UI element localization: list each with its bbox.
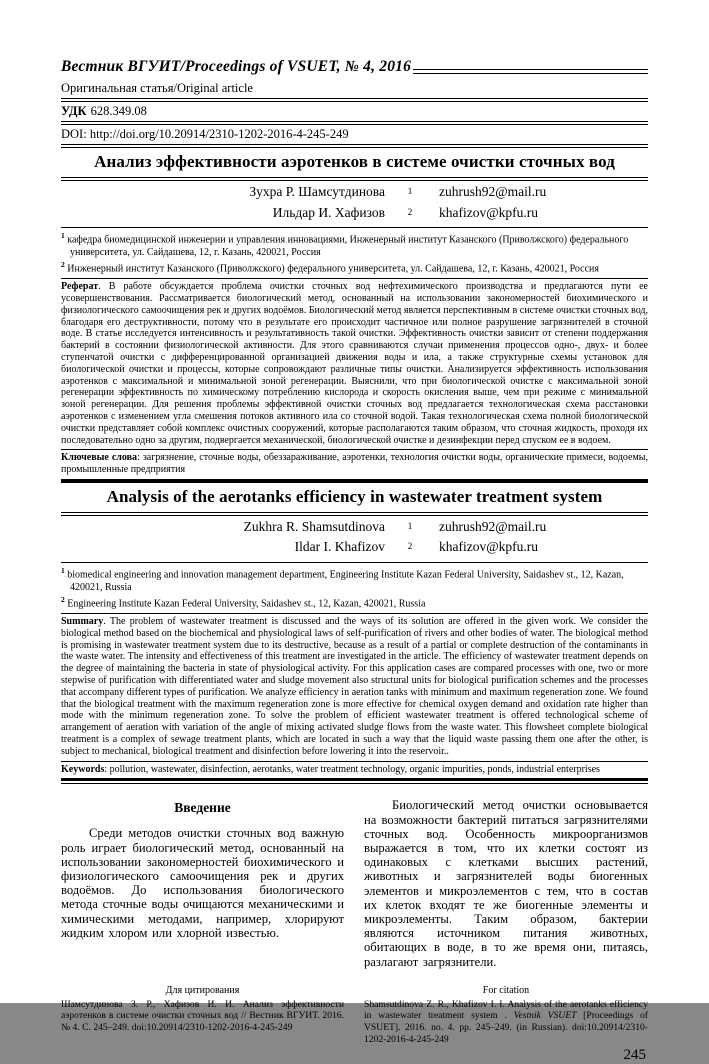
abstract-text-ru: . В работе обсуждается проблема очистки сточных вод нефтехимического производства и предлагаются пути ее усовершенствования. Рассматривается биологический метод, основанный на использовании закономерностей биохимического и физиологического самоочищения рек и других водоёмов. Биологический метод является перспективным в системе очистки сточных вод, благодаря его деструктивности, потому что в результате его происходит частичное или полное разрушение загрязнителей в сточной воде. В статье исследуется интенсивность и результативность такой очистки. Эффективность очистки зависит от степени поддержания бактерий в состоянии физиологической активности. Для этого сравниваются случаи применения процессов одно-, двух- и более ступенчатой очистки с дифференцированной организацией движения воды и ила, а также структурные схемы установок для биологической очистки и процессы, которые сопровождают различные типы очистки. Анализируется эффективность использования аэротенков с максимальной и минимальной зоной регенерации. Выяснили, что при биологической очистке с максимальной зоной регенерации эффективность по химическому потреблению кислорода и скорость окисления выше, чем при режиме с минимальной зоной регенерации. Для решения проблемы эффективной очистки сточных вод предлагается технологическая схема расстановки аэротенков с изменением угла смешения потоков активного ила со сточной водой. Такая технологическая схема полной биологической очистки представляет собой комплекс очистных сооружений, которые располагаются таким образом, что сточная жидкость, проходя их последовательно одно за другим, подвергается механической, биологической очистке и дезинфекции перед спуском ее в водоем. [61, 281, 648, 446]
summary-label-en: Summary [61, 616, 104, 628]
journal-title: Вестник ВГУИТ/Proceedings of VSUET, № 4, 2016 [61, 58, 412, 75]
page-number: 245 [623, 1047, 646, 1064]
intro-paragraph-left: Среди методов очистки сточных вод важную роль играет биологический метод, основанный на использовании закономерностей биохимического и физиологического самоочищения рек и других водоёмов. До использования биологического метода сточные воды очищаются механическими и химическими методами, например, хлорируют жидким хлором или хлорной известью. [61, 826, 344, 940]
author-marker: 2 [407, 541, 413, 552]
body-columns [61, 798, 648, 968]
author-email: khafizov@kpfu.ru [439, 539, 539, 555]
author-name: Ildar I. Khafizov [294, 539, 385, 555]
intro-paragraph-right: Биологический метод очистки основывается на возможности бактерий питаться загрязнителями сточных вод. Особенность микроорганизмов выражается в том, что их клетки состоят из одинаковых с клетками высших растений, животных и загрязнителей воды биогенных элементов и микроэлементов с тем, что в состав их клеток входят те же биогенные элементы и микроэлементы. Таким образом, бактерии являются источником питания животных, обитающих в воде, в то же время они, питаясь, разлагают загрязнители. [364, 798, 648, 969]
keywords-text-ru: : загрязнение, сточные воды, обеззараживание, аэротенки, технология очистки воды, органические примеси, водоемы, промышленные предприятия [61, 452, 649, 476]
citation-ru-label: Для цитирования [165, 984, 240, 996]
author-email: zuhrush92@mail.ru [439, 184, 547, 199]
intro-heading: Введение [174, 800, 231, 816]
keywords-en [61, 762, 648, 779]
abstract-label-ru: Реферат [61, 281, 99, 293]
affiliation-item: $^2$ Engineering Institute Kazan Federal University, Saidashev st., 12, Kazan, 420021, Russia [61, 595, 426, 610]
author-marker: 1 [407, 186, 413, 196]
summary-en [61, 614, 648, 761]
affiliations-en [61, 563, 648, 613]
keywords-ru [61, 450, 648, 479]
journal-header [61, 58, 648, 79]
keywords-label-ru: Ключевые слова [61, 452, 138, 464]
affiliation-item: $^1$ кафедра биомедицинской инженерии и управления инновациями, Инженерный институт Казанского (Приволжского) федерального университета, ул. Сайдашева, 12, г. Казань, 420021, Россия [61, 231, 629, 258]
citation-ru-text: Шамсутдинова З. Р., Хафизов И. И. Анализ эффективности аэротенков в системе очистки сточных вод // Вестник ВГУИТ. 2016. № 4. С. 245–249. doi:10.20914/2310-1202-2016-4-245-249 [61, 998, 344, 1034]
doi-line: DOI: http://doi.org/10.20914/2310-1202-2016-4-245-249 [61, 127, 349, 141]
citation-blocks [61, 985, 648, 1064]
abstract-ru [61, 279, 648, 449]
authors-ru [61, 181, 648, 227]
article-type-line: Оригинальная статья/Original article [61, 81, 253, 95]
author-row [61, 538, 648, 559]
citation-ru-block [61, 985, 344, 1064]
body-column-right [364, 798, 648, 968]
authors-en [61, 516, 648, 562]
section-divider-thick-double [61, 778, 648, 784]
affiliation-item: $^1$ biomedical engineering and innovation management department, Engineering Institute Kazan Federal University, Saidashev st., 12, Kazan, 420021, Russia [61, 565, 624, 593]
udk-value: 628.349.08 [90, 104, 147, 118]
author-row [61, 183, 648, 204]
author-marker: 2 [407, 206, 413, 217]
citation-en-block [364, 985, 648, 1064]
udk-label: УДК [61, 104, 87, 118]
journal-header-rule [413, 69, 648, 74]
body-column-left [61, 798, 344, 968]
author-name: Ильдар И. Хафизов [272, 204, 385, 220]
author-email: zuhrush92@mail.ru [439, 518, 547, 534]
affiliations-ru [61, 228, 648, 278]
author-marker: 1 [407, 520, 413, 531]
keywords-text-en: : pollution, wastewater, disinfection, aerotanks, water treatment technology, organic impurities, ponds, industrial enterprises [104, 763, 600, 775]
affiliation-item: $^2$ Инженерный институт Казанского (Приволжского) федерального университета, ул. Сайдашева, 12, г. Казань, 420021, Россия [61, 260, 599, 275]
author-row [61, 518, 648, 539]
author-name: Зухра Р. Шамсутдинова [249, 184, 385, 199]
author-email: khafizov@kpfu.ru [439, 204, 539, 220]
author-name: Zukhra R. Shamsutdinova [243, 518, 385, 534]
keywords-label-en: Keywords [61, 763, 105, 775]
author-row [61, 204, 648, 225]
article-title-en: Analysis of the aerotanks efficiency in wastewater treatment system [106, 486, 603, 506]
summary-text-en: . The problem of wastewater treatment is discussed and the ways of its solution are offered in the given work. We consider the biological method based on the biochemical and physiological laws of self-purification of rivers and other bodies of water. The biological method is promising in wastewater treatment system due to its destructive, because as a result of a partial or complete destruction of the contaminants in the waste water. The intensity and effectiveness of this treatment are investigated in the article. The efficiency of wastewater treatment depends on the degree of maintaining the bacteria in state of physiological activity. For this application cases are compared processes with one, two or more stepwise of purification with differentiated water and sludge movement also structural units for biological purification schemes and the processes that accompany different types of purification. We analyze efficiency in aeration tanks with minimum and maximum regeneration zone. We found that the biological treatment with the maximum regeneration zone is more effective for chemical oxygen demand and oxidation rate higher than mode with the minimum regeneration zone. To solve the problem of efficient wastewater treatment is offered technological scheme of arrangement of aeration with variation of the angle of mixing activated sludge flows from the waste water. This flowsheet complete biological treatment is a complex of sewage treatment plants, which are located in such a way that the liquid waste passing them one after the other, is subject to mechanical, biological treatment and disinfection before lowering it into the reservoir.. [61, 616, 648, 757]
page-content [61, 58, 648, 1064]
citation-en-text: Shamsutdinova Z. R., Khafizov I. I. Analysis of the aerotanks efficiency in wastewater treatment system . Vestnik VSUET [Proceedings of VSUET]. 2016. no. 4. pp. 245–249. (in Russian). doi:10.20914/2310-1202-2016-4-245-249 [364, 998, 648, 1045]
article-title-ru: Анализ эффективности аэротенков в системе очистки сточных вод [94, 152, 615, 171]
citation-en-label: For citation [482, 984, 530, 996]
udk-line [61, 102, 648, 121]
